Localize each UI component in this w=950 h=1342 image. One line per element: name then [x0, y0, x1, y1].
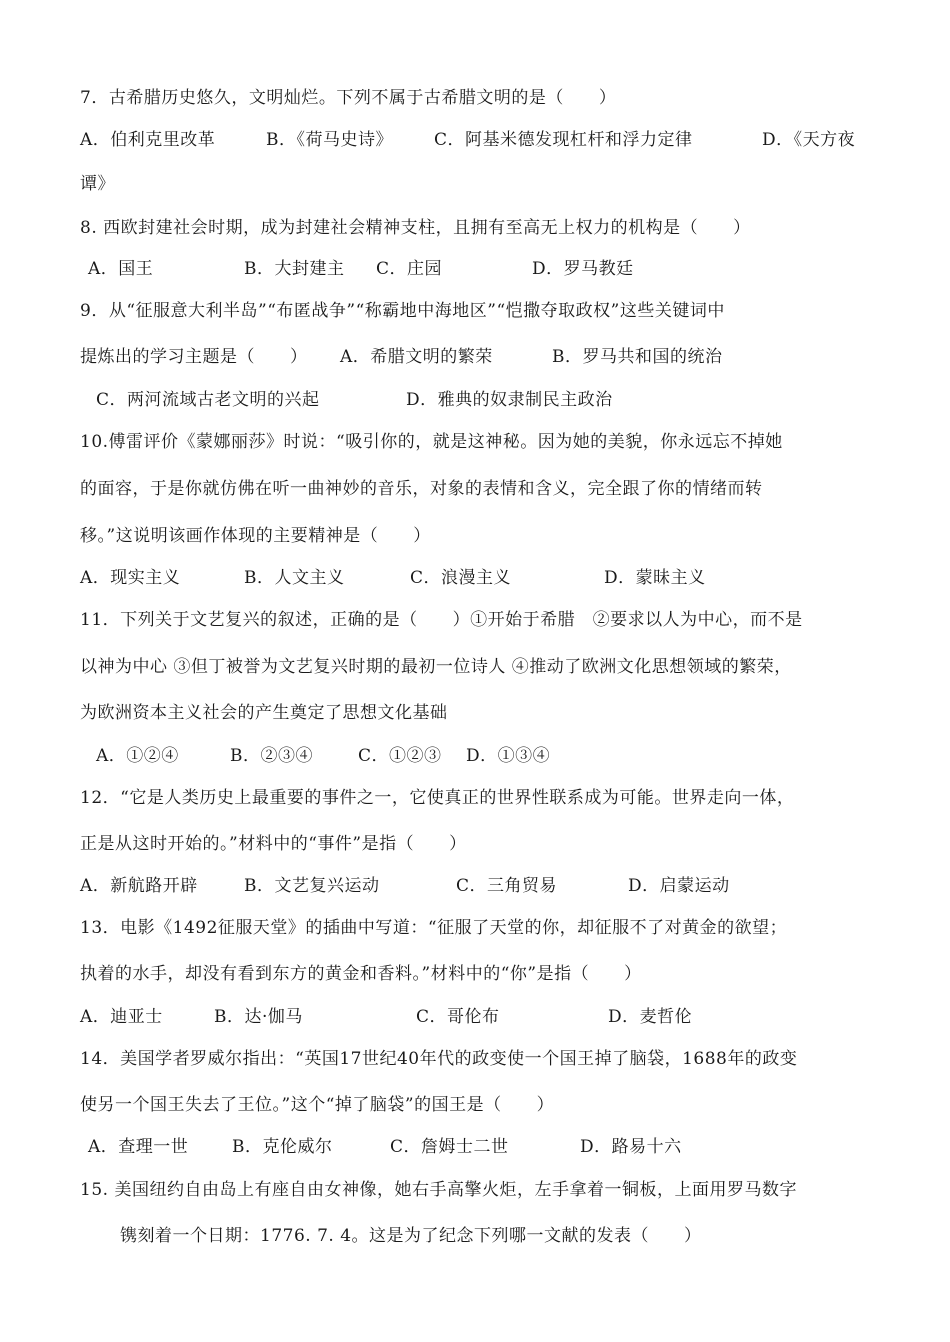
q12-option-a: A．新航路开辟: [80, 876, 198, 896]
q13-option-d: D．麦哲伦: [608, 1007, 693, 1027]
q12-option-b: B．文艺复兴运动: [244, 876, 380, 896]
q11-option-c: C．①②③: [358, 746, 442, 766]
q14-option-c: C．詹姆士二世: [390, 1137, 509, 1157]
q14-stem-2: [80, 1093, 554, 1117]
q7-option-a: A．伯利克里改革: [80, 130, 216, 150]
q8-option-a: A．国王: [88, 259, 154, 279]
q13-option-a: A．迪亚士: [80, 1007, 163, 1027]
q13-stem: [80, 916, 787, 940]
q11-stem-line-3: 为欧洲资本主义社会的产生奠定了思想文化基础: [80, 703, 448, 723]
q15-stem: [80, 1178, 797, 1202]
q10-stem-3: [80, 524, 431, 548]
q8-option-c: C．庄园: [376, 259, 443, 279]
q8-option-d: D．罗马教廷: [532, 259, 634, 279]
q11-stem-line-2: 以神为中心 ③但丁被誉为文艺复兴时期的最初一位诗人 ④推动了欧洲文化思想领域的繁荣，: [80, 657, 792, 677]
q12-stem-line-2: 正是从这时开始的。”材料中的“事件”是指（ ）: [80, 834, 467, 854]
q15-stem-2: [120, 1224, 702, 1248]
q7-stem: [80, 86, 616, 110]
q14-stem-line-1: 14．美国学者罗威尔指出：“英国17世纪40年代的政变使一个国王掉了脑袋，1688年的政变: [80, 1049, 798, 1069]
q12-stem-2: [80, 832, 467, 856]
q9-option-c: C．两河流域古老文明的兴起: [96, 390, 320, 410]
q10-stem-line-3: 移。”这说明该画作体现的主要精神是（ ）: [80, 526, 431, 546]
q14-option-a: A．查理一世: [88, 1137, 189, 1157]
q10-option-b: B．人文主义: [244, 568, 345, 588]
q10-option-a: A．现实主义: [80, 568, 181, 588]
q7-option-b: B．《荷马史诗》: [266, 130, 393, 150]
q9-stem-line-1: 9．从“征服意大利半岛”“布匿战争”“称霸地中海地区”“恺撒夺取政权”这些关键词中: [80, 301, 725, 321]
q13-stem-2: [80, 962, 642, 986]
q9-option-b: B．罗马共和国的统治: [552, 347, 723, 367]
q14-stem-line-2: 使另一个国王失去了王位。”这个“掉了脑袋”的国王是（ ）: [80, 1095, 555, 1115]
q11-option-a: A．①②④: [96, 746, 179, 766]
q9-option-d: D．雅典的奴隶制民主政治: [406, 390, 613, 410]
q15-stem-line-2: 镌刻着一个日期：1776. 7. 4。这是为了纪念下列哪一文献的发表（ ）: [120, 1226, 702, 1246]
q11-stem: [80, 608, 803, 632]
q14-option-b: B．克伦威尔: [232, 1137, 333, 1157]
q11-option-d: D．①③④: [466, 746, 551, 766]
q15-stem-line-1: 15. 美国纽约自由岛上有座自由女神像，她右手高擎火炬，左手拿着一铜板，上面用罗马数字: [80, 1180, 797, 1200]
q12-stem: [80, 786, 794, 810]
q13-stem-line-2: 执着的水手，却没有看到东方的黄金和香料。”材料中的“你”是指（ ）: [80, 964, 642, 984]
q9-option-a: A．希腊文明的繁荣: [340, 347, 493, 367]
q12-option-c: C．三角贸易: [456, 876, 558, 896]
q10-stem: [80, 430, 783, 454]
q11-stem-2: [80, 655, 792, 679]
q10-stem-line-2: 的面容，于是你就仿佛在听一曲神妙的音乐，对象的表情和含义，完全跟了你的情绪而转: [80, 479, 763, 499]
q9-stem: [80, 299, 725, 323]
q13-option-b: B．达·伽马: [214, 1007, 303, 1027]
q10-option-d: D．蒙昧主义: [604, 568, 706, 588]
q11-option-b: B．②③④: [230, 746, 313, 766]
q8-stem-line-1: 8. 西欧封建社会时期，成为封建社会精神支柱，且拥有至高无上权力的机构是（ ）: [80, 218, 751, 238]
q13-option-c: C．哥伦布: [416, 1007, 500, 1027]
q7-option-d-cont: [80, 172, 115, 196]
q10-option-c: C．浪漫主义: [410, 568, 512, 588]
q14-option-d: D．路易十六: [580, 1137, 682, 1157]
q11-stem-3: [80, 701, 448, 725]
q7-option-d-cont-text: 谭》: [80, 174, 115, 194]
q7-option-c: C．阿基米德发现杠杆和浮力定律: [434, 130, 693, 150]
q9-stem-line-2: 提炼出的学习主题是（ ）: [80, 347, 308, 367]
q8-stem: [80, 216, 751, 240]
q12-option-d: D．启蒙运动: [628, 876, 730, 896]
q8-option-b: B．大封建主: [244, 259, 345, 279]
q10-stem-line-1: 10.傅雷评价《蒙娜丽莎》时说：“吸引你的，就是这神秘。因为她的美貌，你永远忘不掉她: [80, 432, 783, 452]
q7-option-d: D．《天方夜: [762, 130, 856, 150]
q10-stem-2: [80, 477, 763, 501]
q11-stem-line-1: 11．下列关于文艺复兴的叙述，正确的是（ ）①开始于希腊 ②要求以人为中心，而不是: [80, 610, 803, 630]
q13-stem-line-1: 13．电影《1492征服天堂》的插曲中写道：“征服了天堂的你，却征服不了对黄金的欲望；: [80, 918, 788, 938]
q14-stem: [80, 1047, 797, 1071]
q12-stem-line-1: 12．“它是人类历史上最重要的事件之一，它使真正的世界性联系成为可能。世界走向一体，: [80, 788, 795, 808]
q7-stem-line-1: 7．古希腊历史悠久，文明灿烂。下列不属于古希腊文明的是（ ）: [80, 88, 617, 108]
